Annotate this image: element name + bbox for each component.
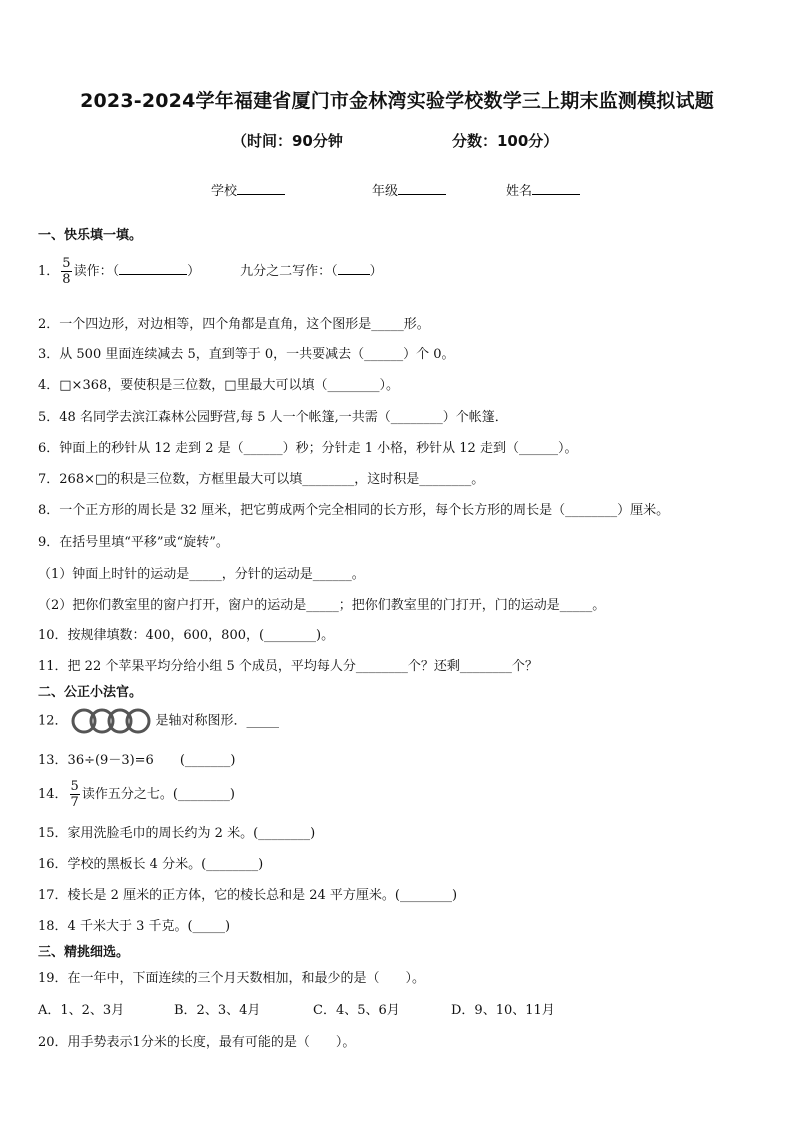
section-3-heading: 三、精挑细选。 bbox=[38, 945, 130, 960]
question-1-text-d: ） bbox=[369, 264, 383, 279]
question-7: 7．268×□的积是三位数，方框里最大可以填________，这时积是________。 bbox=[38, 472, 485, 487]
question-18: 18．4 千米大于 3 千克。(_____) bbox=[38, 919, 231, 934]
question-12 bbox=[38, 708, 279, 734]
question-9: 9．在括号里填“平移”或“旋转”。 bbox=[38, 535, 229, 550]
question-17: 17．棱长是 2 厘米的正方体，它的棱长总和是 24 平方厘米。(________) bbox=[38, 888, 458, 903]
question-19: 19．在一年中，下面连续的三个月天数相加，和最少的是（ ）。 bbox=[38, 971, 426, 986]
fraction-numerator: 5 bbox=[62, 256, 71, 271]
question-20: 20．用手势表示1分米的长度，最有可能的是（ ）。 bbox=[38, 1035, 356, 1050]
name-field bbox=[506, 180, 580, 199]
question-1-text-b: ） bbox=[187, 264, 201, 279]
question-1-text-a: 读作：（ bbox=[73, 264, 120, 279]
name-label: 姓名 bbox=[506, 184, 533, 199]
question-12-number: 12． bbox=[38, 713, 68, 729]
fraction-5-7 bbox=[70, 779, 80, 810]
option-a[interactable]: A．1、2、3月 bbox=[38, 1003, 125, 1018]
option-d[interactable]: D．9、10、11月 bbox=[451, 1003, 555, 1018]
question-12-text: 是轴对称图形．_____ bbox=[155, 713, 280, 729]
question-14-text: 读作五分之七。(________) bbox=[81, 787, 235, 802]
fraction-denominator: 8 bbox=[62, 272, 71, 287]
question-1 bbox=[38, 256, 383, 287]
question-1-text-c: 九分之二写作：（ bbox=[240, 264, 338, 279]
question-14-number: 14． bbox=[38, 787, 68, 802]
question-3: 3．从 500 里面连续减去 5，直到等于 0，一共要减去（______）个 0。 bbox=[38, 347, 455, 362]
fraction-denominator: 7 bbox=[70, 795, 79, 810]
school-label: 学校 bbox=[211, 184, 238, 199]
question-15: 15．家用洗脸毛巾的周长约为 2 米。(________) bbox=[38, 826, 316, 841]
school-field bbox=[211, 180, 285, 199]
question-10: 10．按规律填数：400，600，800，(________)。 bbox=[38, 628, 335, 643]
question-5: 5．48 名同学去滨江森林公园野营,每 5 人一个帐篷,一共需（________）个帐篷． bbox=[38, 410, 508, 425]
question-13: 13．36÷(9－3)=6 (_______) bbox=[38, 753, 236, 768]
question-6: 6．钟面上的秒针从 12 走到 2 是（______）秒；分针走 1 小格，秒针从 12 走到（______）。 bbox=[38, 441, 578, 456]
four-rings-logo-icon bbox=[70, 708, 154, 734]
question-2: 2．一个四边形，对边相等，四个角都是直角，这个图形是_____形。 bbox=[38, 317, 430, 332]
school-blank[interactable] bbox=[237, 180, 285, 195]
question-1-number: 1． bbox=[38, 264, 60, 279]
question-9-2: （2）把你们教室里的窗户打开，窗户的运动是_____；把你们教室里的门打开，门的运动是_____。 bbox=[38, 598, 606, 613]
exam-title: 2023-2024学年福建省厦门市金林湾实验学校数学三上期末监测模拟试题 bbox=[80, 90, 714, 112]
question-11: 11．把 22 个苹果平均分给小组 5 个成员，平均每人分________个？还剩________个？ bbox=[38, 659, 538, 674]
question-14 bbox=[38, 779, 235, 810]
option-c[interactable]: C．4、5、6月 bbox=[313, 1003, 400, 1018]
exam-time: （时间：90分钟 bbox=[232, 132, 343, 150]
question-9-1: （1）钟面上时针的运动是_____，分针的运动是______。 bbox=[38, 567, 365, 582]
grade-field bbox=[372, 180, 446, 199]
question-4: 4．□×368，要使积是三位数，□里最大可以填（________）。 bbox=[38, 378, 400, 393]
answer-blank[interactable] bbox=[119, 260, 187, 275]
exam-score: 分数：100分） bbox=[452, 132, 559, 150]
section-2-heading: 二、公正小法官。 bbox=[38, 685, 143, 700]
fraction-5-8 bbox=[61, 256, 71, 287]
grade-label: 年级 bbox=[372, 184, 399, 199]
grade-blank[interactable] bbox=[398, 180, 446, 195]
section-1-heading: 一、快乐填一填。 bbox=[38, 228, 143, 243]
fraction-numerator: 5 bbox=[70, 779, 79, 794]
option-b[interactable]: B．2、3、4月 bbox=[174, 1003, 261, 1018]
name-blank[interactable] bbox=[532, 180, 580, 195]
question-16: 16．学校的黑板长 4 分米。(________) bbox=[38, 857, 264, 872]
answer-blank[interactable] bbox=[338, 260, 370, 275]
question-8: 8．一个正方形的周长是 32 厘米，把它剪成两个完全相同的长方形，每个长方形的周长是（________）厘米。 bbox=[38, 503, 670, 518]
